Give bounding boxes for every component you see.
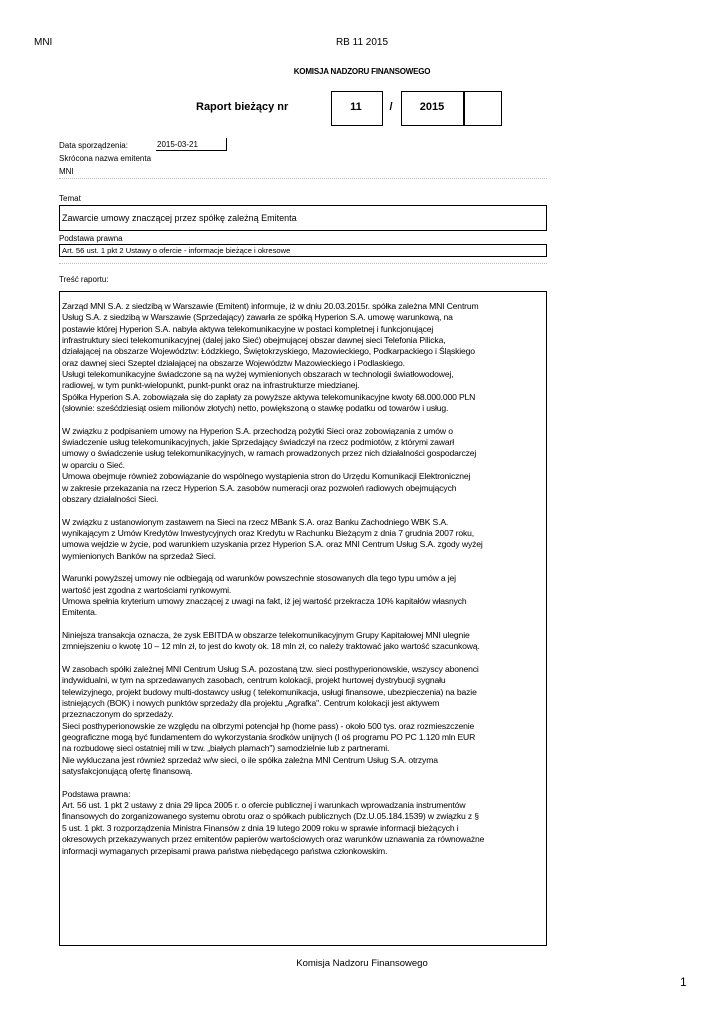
legal-basis-value: Art. 56 ust. 1 pkt 2 Ustawy o ofercie - informacje bieżące i okresowe (62, 246, 291, 255)
subject-label: Temat (59, 194, 81, 203)
report-label: Raport bieżący nr (196, 101, 289, 113)
divider (59, 178, 547, 179)
content-paragraph: Podstawa prawna: Art. 56 ust. 1 pkt 2 ustawy z dnia 29 lipca 2005 r. o ofercie publicznej i warunkach wprowadzania instrumentów finansowych do zorganizowanego systemu obrotu oraz o spółkach publicznych (Dz.U.05.184.1539) w związku z § 5 ust. 1 pkt. 3 rozporządzenia Ministra Finansów z dnia 19 lutego 2009 roku w sprawie informacji bieżących i okresowych przekazywanych przez emitentów papierów wartościowych oraz warunków uznawania za równoważne informacji wymaganych przepisami prawa państwa niebędącego państwa członkowskim. (62, 788, 485, 856)
report-empty-box (463, 91, 502, 126)
header-report-code: RB 11 2015 (335, 37, 389, 48)
short-name-label: Skrócona nazwa emitenta (59, 154, 152, 163)
subject-field (59, 205, 547, 231)
footer-authority: Komisja Nadzoru Finansowego (296, 958, 428, 969)
page-number: 1 (680, 975, 687, 989)
content-paragraph: W związku z podpisaniem umowy na Hyperion S.A. przechodzą pożytki Sieci oraz zobowiązania z umów o świadczenie usług telekomunikacyjnych, jakie Sprzedający świadczył na rzecz podmiotów, z którymi zawarł umowy o świadczenie usług telekomunikacyjnych, w ramach prowadzonych przez nich działalności gospodarczej w oparciu o Sieć. Umowa obejmuje również zobowiązanie do wspólnego wystąpienia stron do Urzędu Komunikacji Elektronicznej w zakresie przekazania na rzecz Hyperion S.A. zasobów numeracji oraz pozwoleń radiowych obejmujących obszary działalności Sieci. (62, 425, 477, 504)
subject-value: Zawarcie umowy znaczącej przez spółkę zależną Emitenta (62, 213, 297, 223)
content-paragraph: Zarząd MNI S.A. z siedzibą w Warszawie (Emitent) informuje, iż w dniu 20.03.2015r. spółka zależna MNI Centrum Usług S.A. z siedzibą w Warszawie (Sprzedający) zawarła ze spółką Hyperion S.A. umowę warunkową, na postawie której Hyperion S.A. nabyła aktywa telekomunikacyjne w postaci kompletnej i funkcjonującej infrastruktury sieci telekomunikacyjnej (dalej jako Sieć) obejmującej obszar dawnej sieci Telefonia Pilicka, działającej na obszarze Województw: Łódzkiego, Świętokrzyskiego, Mazowieckiego, Podkarpackiego i Śląskiego oraz dawnej sieci Szeptel działającej na obszarze Województw Mazowieckiego i Podlaskiego. Usługi telekomunikacyjne świadczone są na wyżej wymienionych obszarach w technologii światłowodowej, radiowej, w tym punkt-wielopunkt, punkt-punkt oraz na infrastrukturze miedzianej. Spółka Hyperion S.A. zobowiązała się do zapłaty za powyższe aktywa telekomunikacyjne kwoty 68.000.000 PLN (słownie: sześćdziesiąt osiem milionów złotych) netto, powiększoną o stawkę podatku od towarów i usług. (62, 301, 479, 414)
content-paragraph: Niniejsza transakcja oznacza, że zysk EBITDA w obszarze telekomunikacyjnym Grupy Kapitałowej MNI ulegnie zmniejszeniu o kwotę 10 – 12 mln zł, to jest do kwoty ok. 18 mln zł, co należy traktować jako wartość szacunkową. (62, 629, 480, 652)
legal-basis-label: Podstawa prawna (59, 234, 123, 243)
report-year: 2015 (419, 101, 445, 113)
authority-title: KOMISJA NADZORU FINANSOWEGO (293, 67, 431, 76)
content-paragraph: W związku z ustanowionym zastawem na Sieci na rzecz MBank S.A. oraz Banku Zachodniego WBK S.A. wynikającym z Umów Kredytów Inwestycyjnych oraz Kredytu w Rachunku Bieżącym z dnia 7 grudnia 2007 roku, umowa wejdzie w życie, pod warunkiem uzyskania przez Hyperion S.A. oraz MNI Centrum Usług S.A. zgody wyżej wymienionych Banków na sprzedaż Sieci. (62, 516, 483, 561)
content-paragraph: W zasobach spółki zależnej MNI Centrum Usług S.A. pozostaną tzw. sieci posthyperionowskie, wszyscy abonenci indywidualni, w tym na sprzedawanych zasobach, centrum kolokacji, projekt hurtowej dystrybucji sygnału telewizyjnego, projekt budowy multi-dostawcy usług ( telekomunikacja, usługi finansowe, ubezpieczenia) na bazie istniejących (BOK) i nowych punktów sprzedaży dla projektu „Agrafka". Centrum kolokacji jest aktywem przeznaczonym do sprzedaży. Sieci posthyperionowskie ze względu na olbrzymi potencjał hp (home pass) - około 500 tys. oraz rozmieszczenie geograficzne mogą być fundamentem do wykorzystania środków unijnych (I oś programu PO PC 1.120 mln EUR na rozbudowę sieci ostatniej mili w tzw. „białych plamach") samodzielnie lub z partnerami. Nie wykluczana jest również sprzedaż w/w sieci, o ile spółka zależna MNI Centrum Usług S.A. otrzyma satysfakcjonującą ofertę finansową. (62, 664, 479, 777)
date-value: 2015-03-21 (157, 140, 198, 149)
report-number: 11 (350, 101, 362, 113)
divider (59, 263, 547, 264)
date-label: Data sporządzenia: (59, 141, 128, 150)
report-content (59, 291, 547, 946)
content-paragraph: Warunki powyższej umowy nie odbiegają od warunków powszechnie stosowanych dla tego typu umów a jej wartość jest zgodna z wartościami rynkowymi. Umowa spełnia kryterium umowy znaczącej z uwagi na fakt, iż jej wartość przekracza 10% kapitałów własnych Emitenta. (62, 573, 467, 618)
content-label: Treść raportu: (59, 275, 109, 284)
short-name-value: MNI (59, 167, 74, 176)
legal-basis-field (59, 244, 547, 257)
header-issuer: MNI (34, 37, 53, 48)
report-separator: / (389, 101, 393, 113)
